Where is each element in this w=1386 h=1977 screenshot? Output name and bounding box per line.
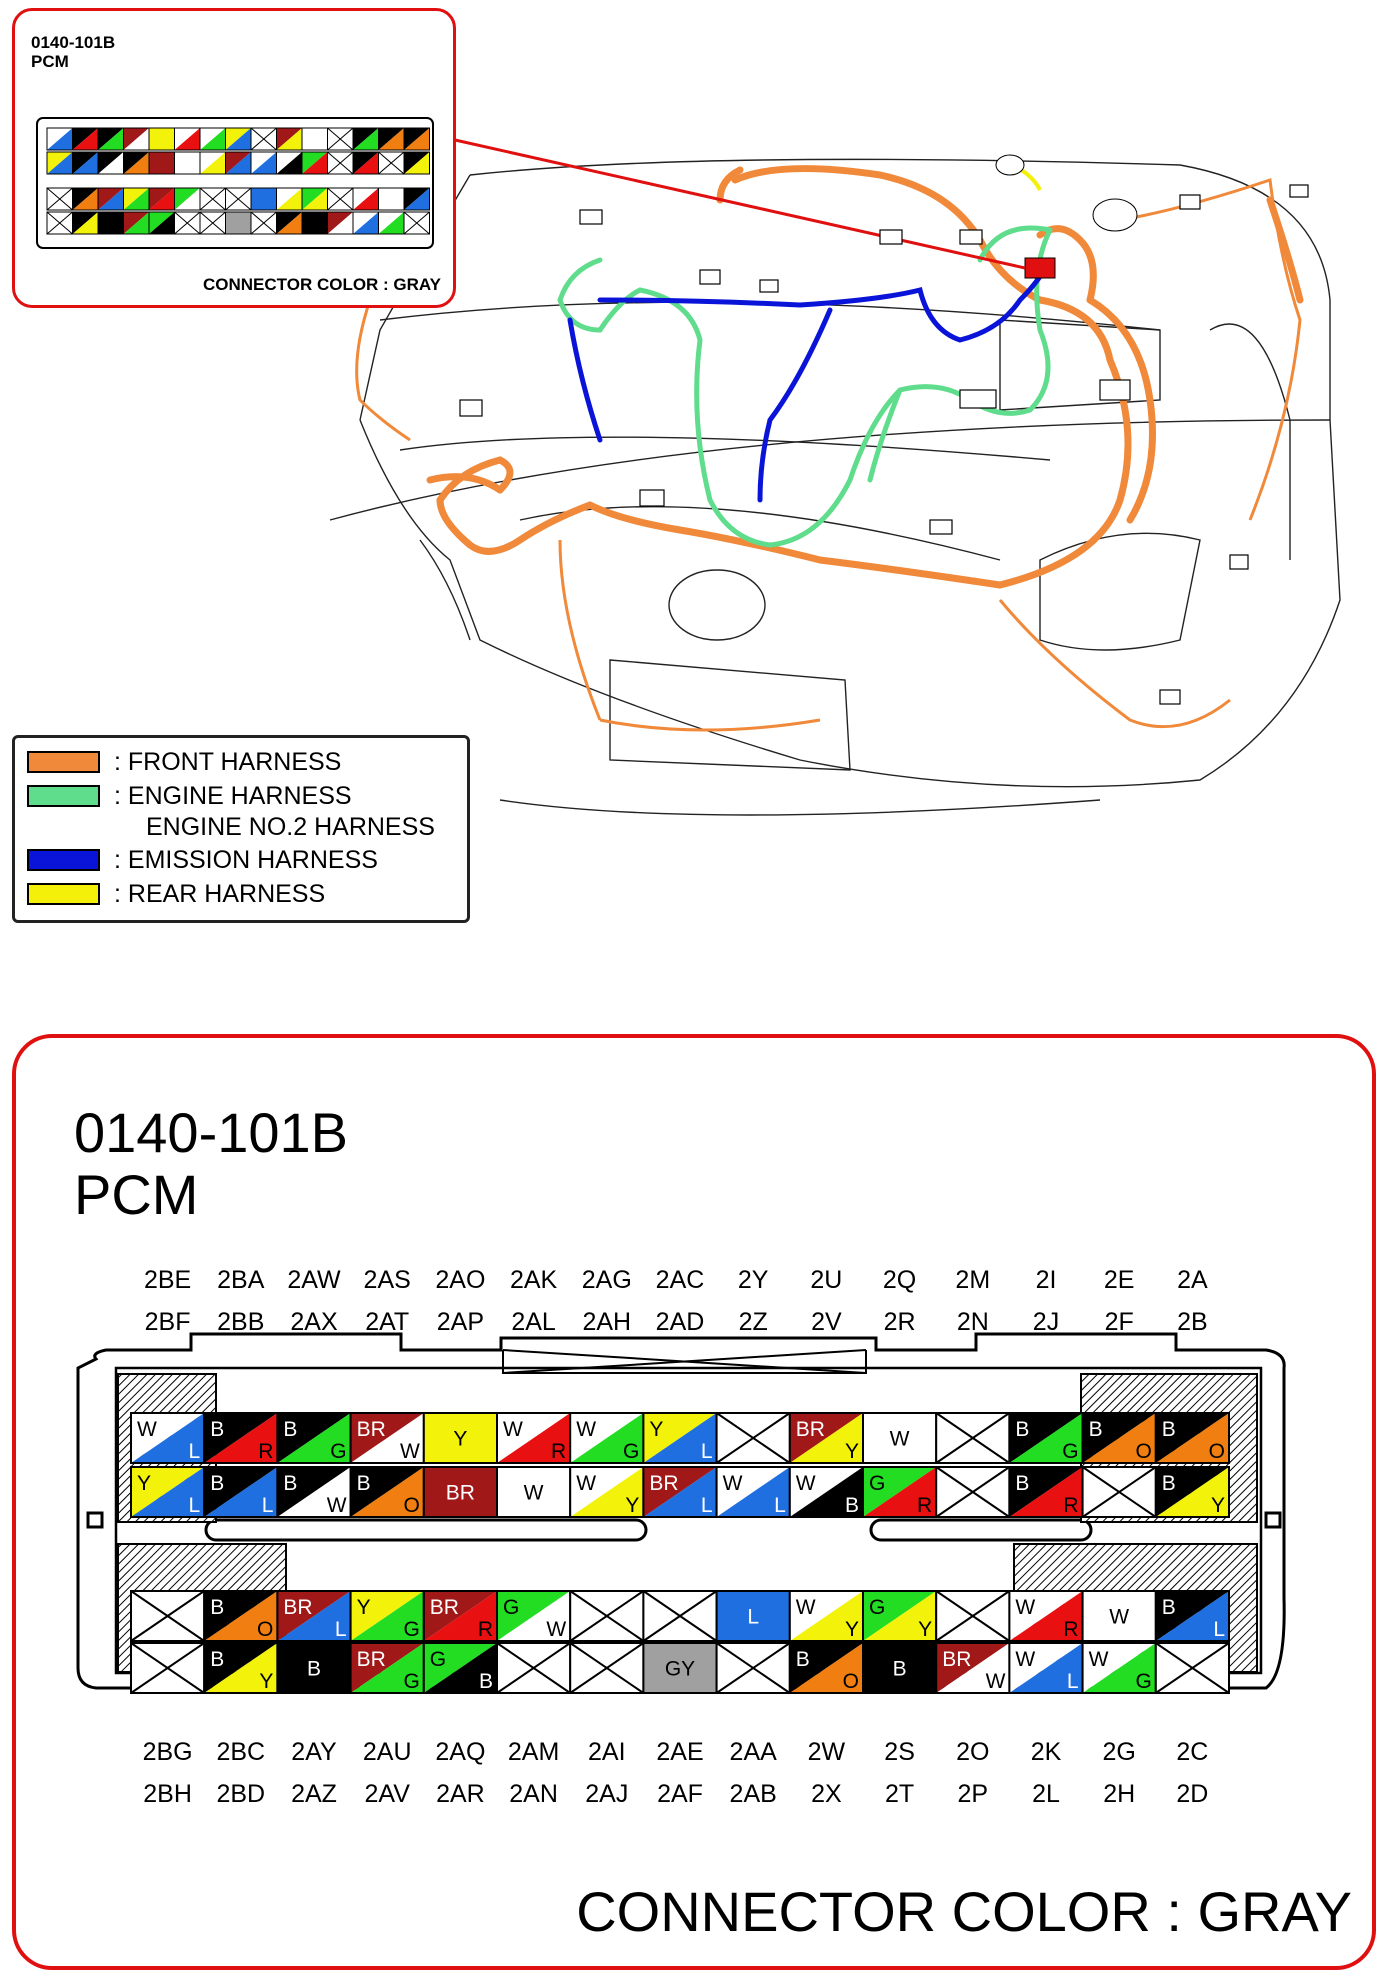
pin-label-2ab: 2AB bbox=[729, 1780, 777, 1808]
inset-title bbox=[31, 33, 115, 71]
pin-cell-r2-c4 bbox=[124, 152, 150, 174]
legend-label-front: : FRONT HARNESS bbox=[114, 747, 342, 776]
pin-cell-r4-c10 bbox=[277, 212, 303, 234]
pin-label-2r: 2R bbox=[883, 1308, 916, 1336]
svg-text:G: G bbox=[403, 1618, 420, 1641]
pin-cell-r1-c11 bbox=[863, 1413, 936, 1463]
svg-text:G: G bbox=[1135, 1670, 1152, 1693]
svg-text:G: G bbox=[869, 1472, 886, 1495]
svg-text:W: W bbox=[1109, 1605, 1130, 1629]
pin-cell-r2-c15 bbox=[404, 152, 430, 174]
pin-cell-r4-c8 bbox=[643, 1643, 716, 1693]
svg-text:BR: BR bbox=[649, 1472, 679, 1495]
pin-label-2ac: 2AC bbox=[655, 1266, 705, 1294]
pin-cell-r1-c7 bbox=[200, 128, 226, 150]
pin-cell-r1-c15 bbox=[1156, 1413, 1229, 1463]
pin-label-2ak: 2AK bbox=[509, 1266, 558, 1294]
svg-text:O: O bbox=[1208, 1440, 1225, 1463]
svg-text:Y: Y bbox=[625, 1494, 640, 1517]
svg-text:Y: Y bbox=[844, 1618, 859, 1641]
pin-label-2c: 2C bbox=[1176, 1738, 1209, 1766]
svg-text:Y: Y bbox=[918, 1618, 933, 1641]
pin-cell-r1-c4 bbox=[351, 1413, 424, 1463]
pin-cell-r1-c15 bbox=[404, 128, 430, 150]
pin-cell-r2-c2 bbox=[204, 1467, 277, 1517]
pin-cell-r4-c10 bbox=[790, 1643, 863, 1693]
pin-label-2ao: 2AO bbox=[435, 1266, 486, 1294]
pin-cell-r2-c14 bbox=[1083, 1467, 1156, 1517]
svg-text:Y: Y bbox=[649, 1418, 664, 1441]
svg-text:B: B bbox=[210, 1596, 225, 1619]
pin-cell-r1-c14 bbox=[379, 128, 405, 150]
pin-cell-r2-c3 bbox=[277, 1467, 350, 1517]
pin-cell-r1-c3 bbox=[98, 128, 124, 150]
svg-text:B: B bbox=[1015, 1472, 1030, 1495]
svg-text:B: B bbox=[478, 1670, 493, 1693]
svg-text:W: W bbox=[1015, 1596, 1036, 1619]
inset-connector-thumbnail bbox=[35, 116, 435, 251]
pin-cell-r1-c7 bbox=[570, 1413, 643, 1463]
pin-cell-r1-c13 bbox=[1009, 1413, 1082, 1463]
pin-label-2m: 2M bbox=[955, 1266, 991, 1294]
pin-cell-r3-c5 bbox=[424, 1591, 497, 1641]
pin-cell-r2-c2 bbox=[73, 152, 99, 174]
svg-text:B: B bbox=[1161, 1472, 1176, 1495]
pin-cell-r3-c4 bbox=[124, 188, 150, 210]
pin-label-2t: 2T bbox=[885, 1780, 915, 1808]
pin-cell-r1-c5 bbox=[424, 1413, 497, 1463]
svg-text:W: W bbox=[399, 1440, 420, 1463]
svg-text:BR: BR bbox=[445, 1481, 475, 1505]
pin-cell-r1-c6 bbox=[497, 1413, 570, 1463]
pin-label-2bg: 2BG bbox=[142, 1738, 193, 1766]
pin-cell-r4-c4 bbox=[351, 1643, 424, 1693]
legend-swatch-front bbox=[27, 751, 100, 773]
pin-cell-r3-c12 bbox=[328, 188, 354, 210]
pin-label-2b: 2B bbox=[1177, 1308, 1208, 1336]
svg-text:W: W bbox=[576, 1472, 597, 1495]
emblem bbox=[669, 570, 765, 640]
pin-cell-r4-c14 bbox=[1083, 1643, 1156, 1693]
pin-label-2p: 2P bbox=[957, 1780, 989, 1808]
pin-cell-r3-c8 bbox=[226, 188, 252, 210]
pin-label-2be: 2BE bbox=[143, 1266, 192, 1294]
pin-cell-r1-c12 bbox=[328, 128, 354, 150]
svg-text:G: G bbox=[623, 1440, 640, 1463]
pin-label-2av: 2AV bbox=[364, 1780, 410, 1808]
pin-cell-r3-c10 bbox=[790, 1591, 863, 1641]
pin-cell-r4-c12 bbox=[328, 212, 354, 234]
svg-text:L: L bbox=[700, 1440, 713, 1463]
pin-label-2k: 2K bbox=[1030, 1738, 1062, 1766]
legend-item-rear bbox=[27, 878, 325, 910]
pin-label-2f: 2F bbox=[1104, 1308, 1134, 1336]
connector-face bbox=[16, 1038, 1372, 1966]
svg-text:L: L bbox=[1213, 1618, 1225, 1641]
svg-text:B: B bbox=[283, 1418, 298, 1441]
pin-cell-r2-c10 bbox=[790, 1467, 863, 1517]
pin-cell-r2-c7 bbox=[200, 152, 226, 174]
pin-cell-r1-c13 bbox=[353, 128, 379, 150]
pin-cell-r3-c7 bbox=[200, 188, 226, 210]
pin-cell-r3-c7 bbox=[570, 1591, 643, 1641]
pin-cell-r3-c1 bbox=[131, 1591, 204, 1641]
pin-label-2ar: 2AR bbox=[436, 1780, 485, 1808]
pin-cell-r1-c2 bbox=[204, 1413, 277, 1463]
pin-label-2ap: 2AP bbox=[436, 1308, 485, 1336]
pin-cell-r4-c3 bbox=[277, 1643, 350, 1693]
pin-label-2u: 2U bbox=[810, 1266, 843, 1294]
svg-text:W: W bbox=[503, 1418, 523, 1441]
svg-text:B: B bbox=[210, 1418, 225, 1441]
pin-cell-r4-c12 bbox=[936, 1643, 1009, 1693]
pin-label-2as: 2AS bbox=[363, 1266, 411, 1294]
pin-cell-r3-c2 bbox=[73, 188, 99, 210]
svg-text:B: B bbox=[795, 1648, 810, 1671]
svg-text:BR: BR bbox=[356, 1418, 386, 1441]
pin-cell-r1-c1 bbox=[131, 1413, 204, 1463]
pin-cell-r4-c15 bbox=[1156, 1643, 1229, 1693]
svg-text:B: B bbox=[844, 1494, 859, 1517]
pin-cell-r4-c6 bbox=[175, 212, 201, 234]
pin-cell-r3-c15 bbox=[404, 188, 430, 210]
svg-text:B: B bbox=[1015, 1418, 1030, 1441]
pin-cell-r4-c4 bbox=[124, 212, 150, 234]
svg-text:G: G bbox=[330, 1440, 347, 1463]
pin-cell-r2-c14 bbox=[379, 152, 405, 174]
svg-text:W: W bbox=[326, 1494, 347, 1517]
pin-label-2w: 2W bbox=[807, 1738, 846, 1766]
svg-text:W: W bbox=[1015, 1648, 1036, 1671]
connector-inset-panel bbox=[12, 8, 456, 308]
legend-item-front bbox=[27, 746, 341, 778]
svg-text:Y: Y bbox=[1210, 1494, 1225, 1517]
inset-name: PCM bbox=[31, 52, 69, 71]
pin-cell-r4-c5 bbox=[149, 212, 175, 234]
svg-text:Y: Y bbox=[137, 1472, 152, 1495]
pin-label-2bb: 2BB bbox=[217, 1308, 265, 1336]
pin-label-2ae: 2AE bbox=[656, 1738, 704, 1766]
pin-cell-r4-c8 bbox=[226, 212, 252, 234]
pin-label-2ad: 2AD bbox=[655, 1308, 705, 1336]
pin-cell-r1-c10 bbox=[277, 128, 303, 150]
svg-text:R: R bbox=[1063, 1494, 1079, 1517]
pin-label-2i: 2I bbox=[1035, 1266, 1057, 1294]
pin-cell-r3-c8 bbox=[643, 1591, 716, 1641]
pin-cell-r3-c6 bbox=[497, 1591, 570, 1641]
pin-label-2bf: 2BF bbox=[144, 1308, 191, 1336]
pin-label-2bh: 2BH bbox=[143, 1780, 192, 1808]
svg-text:B: B bbox=[356, 1472, 371, 1495]
pin-label-2q: 2Q bbox=[882, 1266, 917, 1294]
svg-text:W: W bbox=[889, 1427, 910, 1451]
latch-slot-right bbox=[871, 1520, 1091, 1540]
pin-cell-r2-c11 bbox=[863, 1467, 936, 1517]
svg-text:Y: Y bbox=[356, 1596, 371, 1619]
svg-text:W: W bbox=[546, 1618, 567, 1641]
svg-text:W: W bbox=[137, 1418, 157, 1441]
legend-label-emission: : EMISSION HARNESS bbox=[114, 845, 378, 874]
svg-text:W: W bbox=[985, 1670, 1006, 1693]
svg-text:G: G bbox=[503, 1596, 520, 1619]
pin-label-2aa: 2AA bbox=[729, 1738, 777, 1766]
pin-label-2au: 2AU bbox=[362, 1738, 412, 1766]
pin-cell-r3-c14 bbox=[1083, 1591, 1156, 1641]
pin-cell-r4-c15 bbox=[404, 212, 430, 234]
svg-text:B: B bbox=[306, 1657, 322, 1681]
legend-swatch-engine bbox=[27, 785, 100, 807]
svg-text:W: W bbox=[1088, 1648, 1109, 1671]
pin-cell-r1-c12 bbox=[936, 1413, 1009, 1463]
pin-cell-r4-c3 bbox=[98, 212, 124, 234]
pin-label-2z: 2Z bbox=[738, 1308, 768, 1336]
connector-color-label: CONNECTOR COLOR : GRAY bbox=[576, 1880, 1352, 1943]
pin-label-2g: 2G bbox=[1102, 1738, 1136, 1766]
pin-cell-r4-c11 bbox=[863, 1643, 936, 1693]
svg-text:GY: GY bbox=[664, 1657, 696, 1681]
svg-text:BR: BR bbox=[942, 1648, 972, 1671]
pin-cell-r2-c6 bbox=[175, 152, 201, 174]
pin-cell-r3-c12 bbox=[936, 1591, 1009, 1641]
svg-text:L: L bbox=[774, 1494, 786, 1517]
pin-cell-r4-c5 bbox=[424, 1643, 497, 1693]
inset-connector-color: CONNECTOR COLOR : GRAY bbox=[202, 275, 441, 294]
pin-label-2v: 2V bbox=[811, 1308, 842, 1336]
legend-item-engine bbox=[27, 780, 352, 812]
svg-text:O: O bbox=[257, 1618, 274, 1641]
pin-label-2h: 2H bbox=[1103, 1780, 1136, 1808]
pin-label-2l: 2L bbox=[1032, 1780, 1060, 1808]
svg-text:O: O bbox=[1135, 1440, 1152, 1463]
svg-text:R: R bbox=[551, 1440, 567, 1463]
pin-label-2ay: 2AY bbox=[291, 1738, 337, 1766]
pin-cell-r2-c3 bbox=[98, 152, 124, 174]
connector-detail-panel bbox=[12, 1034, 1376, 1970]
pin-cell-r1-c2 bbox=[73, 128, 99, 150]
pin-label-2ba: 2BA bbox=[217, 1266, 265, 1294]
pin-label-2bc: 2BC bbox=[216, 1738, 266, 1766]
pin-cell-r2-c5 bbox=[424, 1467, 497, 1517]
pin-label-2al: 2AL bbox=[511, 1308, 556, 1336]
pin-cell-r4-c9 bbox=[251, 212, 277, 234]
pin-cell-r1-c9 bbox=[717, 1413, 790, 1463]
pin-cell-r2-c1 bbox=[47, 152, 73, 174]
pin-cell-r2-c5 bbox=[149, 152, 175, 174]
pin-cell-r2-c13 bbox=[353, 152, 379, 174]
pin-cell-r3-c10 bbox=[277, 188, 303, 210]
pin-cell-r2-c8 bbox=[226, 152, 252, 174]
svg-text:L: L bbox=[188, 1440, 201, 1463]
svg-text:B: B bbox=[1088, 1418, 1103, 1441]
pin-cell-r3-c15 bbox=[1156, 1591, 1229, 1641]
pin-cell-r3-c9 bbox=[717, 1591, 790, 1641]
pin-label-2o: 2O bbox=[956, 1738, 990, 1766]
legend-swatch-emission bbox=[27, 849, 100, 871]
pin-cell-r3-c1 bbox=[47, 188, 73, 210]
pin-cell-r1-c5 bbox=[149, 128, 175, 150]
svg-text:BR: BR bbox=[429, 1596, 459, 1619]
pin-cell-r2-c12 bbox=[328, 152, 354, 174]
pin-cell-r4-c14 bbox=[379, 212, 405, 234]
pin-cell-r3-c11 bbox=[302, 188, 328, 210]
svg-text:BR: BR bbox=[795, 1418, 825, 1441]
svg-text:W: W bbox=[795, 1472, 816, 1495]
svg-text:G: G bbox=[869, 1596, 886, 1619]
pin-cell-r1-c11 bbox=[302, 128, 328, 150]
pin-cell-r2-c6 bbox=[497, 1467, 570, 1517]
svg-text:R: R bbox=[917, 1494, 933, 1517]
connector-name: PCM bbox=[74, 1163, 199, 1226]
pin-cell-r2-c7 bbox=[570, 1467, 643, 1517]
pin-cell-r1-c8 bbox=[643, 1413, 716, 1463]
pin-cell-r2-c4 bbox=[351, 1467, 424, 1517]
pin-label-2n: 2N bbox=[956, 1308, 989, 1336]
pin-label-2a: 2A bbox=[1177, 1266, 1208, 1294]
svg-text:W: W bbox=[576, 1418, 597, 1441]
pin-label-2ag: 2AG bbox=[581, 1266, 632, 1294]
svg-text:G: G bbox=[429, 1648, 447, 1671]
pin-cell-r2-c12 bbox=[936, 1467, 1009, 1517]
pin-label-2af: 2AF bbox=[657, 1780, 703, 1808]
pin-cell-r3-c14 bbox=[379, 188, 405, 210]
pin-cell-r3-c2 bbox=[204, 1591, 277, 1641]
svg-text:G: G bbox=[1062, 1440, 1079, 1463]
svg-text:O: O bbox=[403, 1494, 420, 1517]
pin-label-2aw: 2AW bbox=[287, 1266, 341, 1294]
svg-text:B: B bbox=[210, 1648, 225, 1671]
pin-cell-r3-c13 bbox=[353, 188, 379, 210]
pin-cell-r3-c3 bbox=[277, 1591, 350, 1641]
pin-cell-r4-c13 bbox=[1009, 1643, 1082, 1693]
pin-cell-r4-c7 bbox=[200, 212, 226, 234]
pin-label-2y: 2Y bbox=[737, 1266, 769, 1294]
svg-text:W: W bbox=[795, 1596, 816, 1619]
svg-text:R: R bbox=[1063, 1618, 1079, 1641]
svg-text:B: B bbox=[1161, 1596, 1176, 1619]
pin-label-2an: 2AN bbox=[509, 1780, 558, 1808]
pin-cell-r4-c6 bbox=[497, 1643, 570, 1693]
latch-slot-left bbox=[206, 1520, 646, 1540]
pin-cell-r1-c3 bbox=[277, 1413, 350, 1463]
svg-text:O: O bbox=[842, 1670, 859, 1693]
pin-cell-r2-c9 bbox=[251, 152, 277, 174]
pin-cell-r1-c14 bbox=[1083, 1413, 1156, 1463]
legend-label-engine: : ENGINE HARNESS bbox=[114, 781, 352, 810]
pin-cell-r1-c6 bbox=[175, 128, 201, 150]
pin-cell-r4-c1 bbox=[131, 1643, 204, 1693]
legend-label-engine-no2: ENGINE NO.2 HARNESS bbox=[146, 812, 435, 841]
svg-text:L: L bbox=[334, 1618, 347, 1641]
pin-cell-r1-c9 bbox=[251, 128, 277, 150]
svg-text:B: B bbox=[210, 1472, 225, 1495]
hood-outline bbox=[470, 159, 1330, 420]
svg-text:B: B bbox=[1161, 1418, 1176, 1441]
pin-label-2ai: 2AI bbox=[588, 1738, 626, 1766]
pin-cell-r2-c8 bbox=[643, 1467, 716, 1517]
svg-text:Y: Y bbox=[844, 1440, 859, 1463]
pin-cell-r3-c9 bbox=[251, 188, 277, 210]
pin-cell-r3-c13 bbox=[1009, 1591, 1082, 1641]
pin-cell-r4-c9 bbox=[717, 1643, 790, 1693]
pin-label-2j: 2J bbox=[1032, 1308, 1060, 1336]
svg-text:Y: Y bbox=[453, 1427, 468, 1451]
pin-label-2at: 2AT bbox=[365, 1308, 410, 1336]
legend-item-emission bbox=[27, 844, 378, 876]
pin-cell-r4-c2 bbox=[73, 212, 99, 234]
svg-text:L: L bbox=[700, 1494, 713, 1517]
svg-text:L: L bbox=[747, 1605, 760, 1629]
pin-cell-r1-c10 bbox=[790, 1413, 863, 1463]
svg-text:BR: BR bbox=[283, 1596, 313, 1619]
pin-cell-r1-c1 bbox=[47, 128, 73, 150]
pin-cell-r3-c5 bbox=[149, 188, 175, 210]
pin-cell-r2-c1 bbox=[131, 1467, 204, 1517]
connector-code: 0140-101B bbox=[74, 1101, 349, 1164]
pin-cell-r4-c11 bbox=[302, 212, 328, 234]
grille bbox=[610, 660, 850, 770]
pin-cell-r3-c6 bbox=[175, 188, 201, 210]
pin-cell-r4-c7 bbox=[570, 1643, 643, 1693]
svg-text:L: L bbox=[188, 1494, 201, 1517]
pin-cell-r3-c4 bbox=[351, 1591, 424, 1641]
inset-code: 0140-101B bbox=[31, 33, 116, 52]
pin-cell-r1-c8 bbox=[226, 128, 252, 150]
svg-text:W: W bbox=[722, 1472, 743, 1495]
pin-cell-r2-c15 bbox=[1156, 1467, 1229, 1517]
svg-text:L: L bbox=[261, 1494, 274, 1517]
pin-label-2d: 2D bbox=[1176, 1780, 1209, 1808]
pin-cell-r4-c13 bbox=[353, 212, 379, 234]
svg-text:Y: Y bbox=[259, 1670, 274, 1693]
pin-cell-r1-c4 bbox=[124, 128, 150, 150]
pcm-location-marker bbox=[1025, 258, 1055, 278]
pin-label-2az: 2AZ bbox=[291, 1780, 337, 1808]
pin-cell-r3-c11 bbox=[863, 1591, 936, 1641]
svg-text:R: R bbox=[258, 1440, 274, 1463]
pin-label-2x: 2X bbox=[811, 1780, 842, 1808]
pin-label-2e: 2E bbox=[1103, 1266, 1135, 1294]
legend-item-engine-no2 bbox=[132, 811, 435, 843]
pin-cell-r2-c10 bbox=[277, 152, 303, 174]
svg-text:W: W bbox=[523, 1481, 544, 1505]
pin-cell-r3-c3 bbox=[98, 188, 124, 210]
legend-label-rear: : REAR HARNESS bbox=[114, 879, 326, 908]
pin-cell-r2-c9 bbox=[717, 1467, 790, 1517]
pin-label-2bd: 2BD bbox=[216, 1780, 266, 1808]
svg-text:B: B bbox=[283, 1472, 298, 1495]
pin-cell-r2-c11 bbox=[302, 152, 328, 174]
pin-label-2s: 2S bbox=[884, 1738, 915, 1766]
pin-cell-r4-c2 bbox=[204, 1643, 277, 1693]
pin-cell-r4-c1 bbox=[47, 212, 73, 234]
pin-label-2ah: 2AH bbox=[582, 1308, 632, 1336]
svg-text:BR: BR bbox=[356, 1648, 386, 1671]
pin-label-2aq: 2AQ bbox=[435, 1738, 486, 1766]
svg-text:G: G bbox=[403, 1670, 420, 1693]
svg-text:L: L bbox=[1066, 1670, 1079, 1693]
pin-label-2aj: 2AJ bbox=[585, 1780, 629, 1808]
pin-label-2am: 2AM bbox=[507, 1738, 560, 1766]
pin-cell-r2-c13 bbox=[1009, 1467, 1082, 1517]
legend-swatch-rear bbox=[27, 883, 100, 905]
pin-label-2ax: 2AX bbox=[290, 1308, 338, 1336]
harness-legend bbox=[12, 735, 470, 923]
svg-text:R: R bbox=[477, 1618, 493, 1641]
svg-text:B: B bbox=[892, 1657, 907, 1681]
